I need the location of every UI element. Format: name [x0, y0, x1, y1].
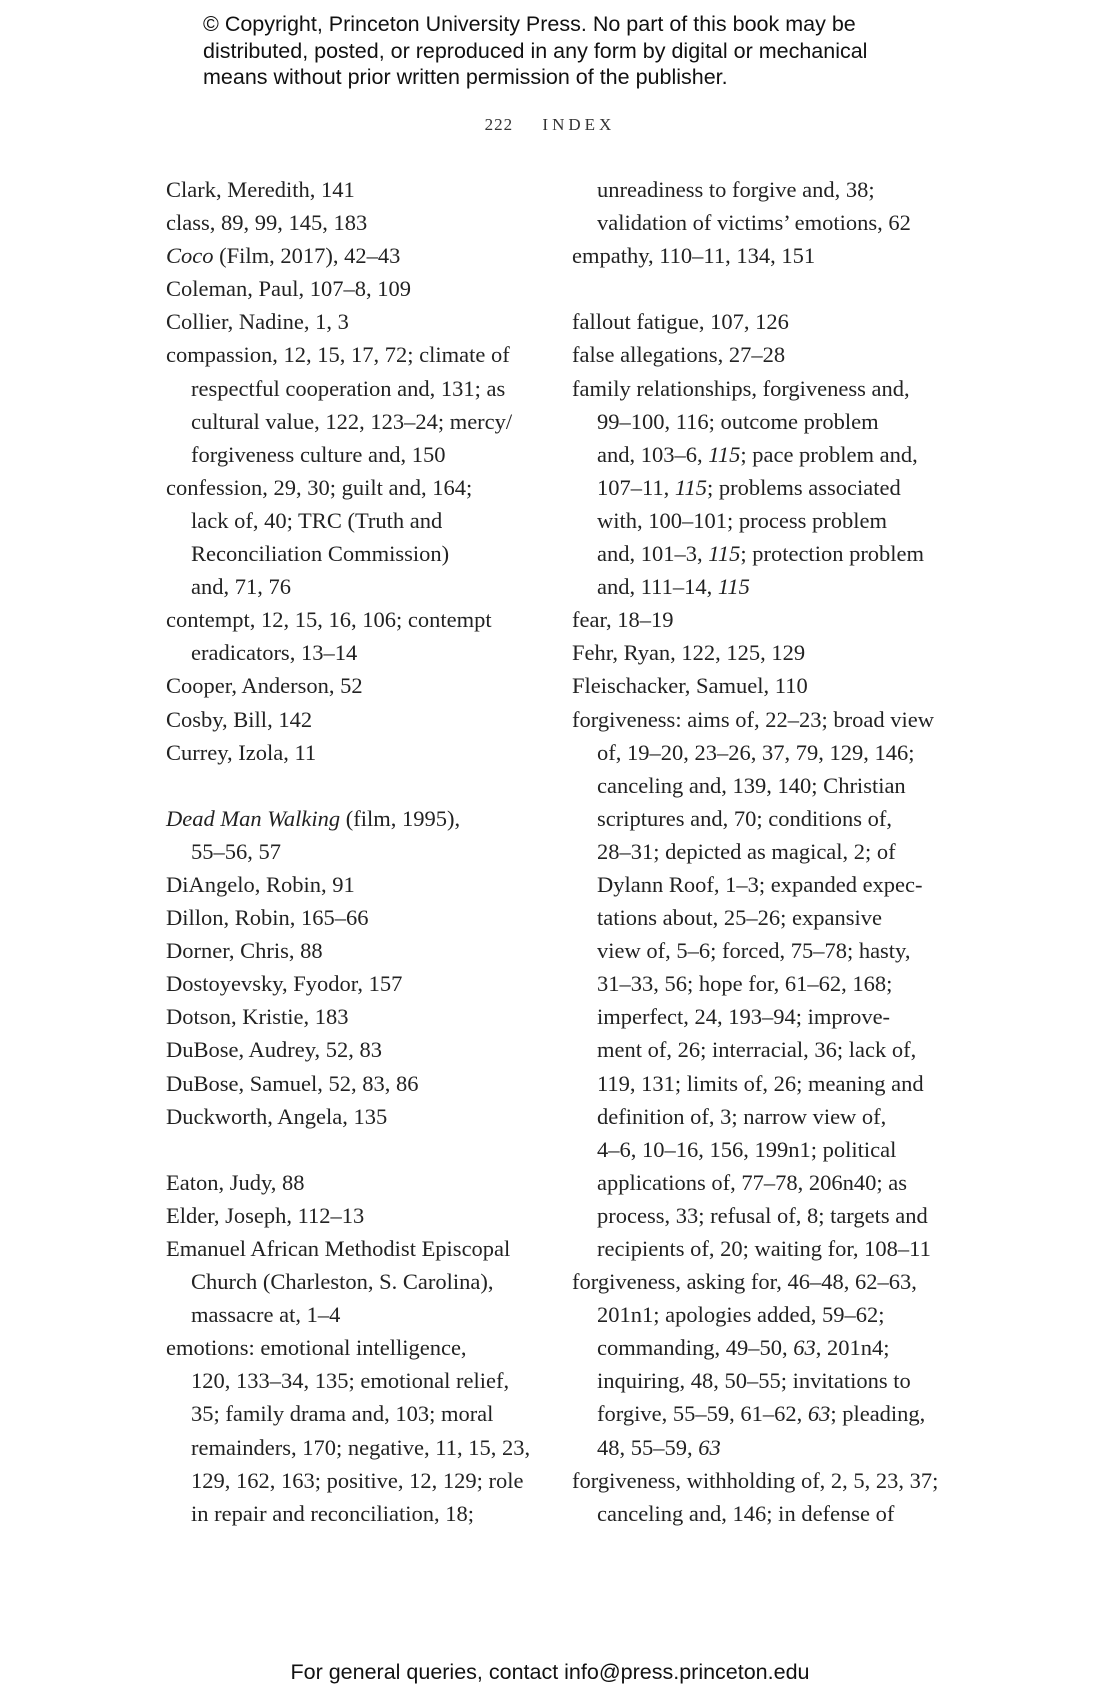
text-run: Dostoyevsky, Fyodor, 157: [166, 971, 403, 997]
text-run: Eaton, Judy, 88: [166, 1169, 305, 1195]
copyright-line: means without prior written permission of the publisher.: [203, 65, 728, 89]
text-run: forgiveness, asking for, 46–48, 62–63,: [572, 1269, 917, 1295]
text-run: cultural value, 122, 123–24; mercy/: [191, 408, 513, 434]
index-entry: [166, 967, 546, 1000]
index-line: [166, 669, 546, 702]
text-run: false allegations, 27–28: [572, 342, 786, 368]
index-line: [572, 305, 972, 338]
index-line: [597, 1100, 972, 1133]
text-run: 48, 55–59,: [597, 1434, 699, 1460]
index-entry: [166, 1232, 546, 1331]
index-line: [166, 703, 546, 736]
italic-text: 115: [674, 474, 708, 500]
text-run: class, 89, 99, 145, 183: [166, 210, 368, 236]
index-line: [597, 1000, 972, 1033]
italic-text: Dead Man Walking: [166, 805, 341, 831]
text-run: Clark, Meredith, 141: [166, 177, 355, 202]
index-column-right: [572, 173, 972, 1530]
text-run: 107–11,: [597, 474, 675, 500]
text-run: 119, 131; limits of, 26; meaning and: [597, 1070, 924, 1096]
text-run: unreadiness to forgive and, 38;: [597, 177, 875, 202]
text-run: scriptures and, 70; conditions of,: [597, 805, 892, 831]
text-run: ; problems associated: [707, 474, 901, 500]
text-run: DuBose, Samuel, 52, 83, 86: [166, 1070, 419, 1096]
text-run: with, 100–101; process problem: [597, 507, 887, 533]
index-line: [597, 438, 972, 471]
copyright-notice: [203, 11, 963, 91]
text-run: Dylann Roof, 1–3; expanded expec-: [597, 871, 923, 897]
index-line: [191, 1364, 546, 1397]
index-line: [597, 173, 972, 206]
index-entry: [572, 1464, 972, 1530]
index-line: [166, 967, 546, 1000]
index-line: [572, 338, 972, 371]
index-entry: [166, 1100, 546, 1133]
text-run: forgiveness culture and, 150: [191, 441, 446, 467]
text-run: ; protection problem: [740, 541, 925, 567]
index-entry: [166, 1331, 546, 1530]
text-run: 99–100, 116; outcome problem: [597, 408, 879, 434]
running-head: [0, 115, 1100, 135]
index-entry: [166, 934, 546, 967]
index-line: [166, 736, 546, 769]
text-run: Coleman, Paul, 107–8, 109: [166, 276, 411, 302]
page-number: 222: [484, 115, 514, 134]
text-run: Dorner, Chris, 88: [166, 938, 323, 964]
index-line: [166, 206, 546, 239]
text-run: commanding, 49–50,: [597, 1335, 794, 1361]
index-line: [166, 868, 546, 901]
index-entry: [572, 1265, 972, 1464]
index-entry: [166, 868, 546, 901]
text-run: and, 103–6,: [597, 441, 709, 467]
index-line: [191, 636, 546, 669]
text-run: Dotson, Kristie, 183: [166, 1004, 349, 1030]
footer-contact: For general queries, contact info@press.princeton.edu: [290, 1660, 810, 1684]
text-run: validation of victims’ emotions, 62: [597, 210, 911, 236]
text-run: fallout fatigue, 107, 126: [572, 309, 789, 335]
italic-text: 63: [793, 1335, 816, 1361]
text-run: ment of, 26; interracial, 36; lack of,: [597, 1037, 917, 1063]
index-line: [166, 1033, 546, 1066]
index-line: [191, 835, 546, 868]
index-entry: [166, 239, 546, 272]
text-run: eradicators, 13–14: [191, 640, 358, 666]
text-run: 31–33, 56; hope for, 61–62, 168;: [597, 971, 893, 997]
text-run: remainders, 170; negative, 11, 15, 23,: [191, 1434, 531, 1460]
index-line: [572, 636, 972, 669]
index-line: [597, 1298, 972, 1331]
italic-text: 63: [807, 1401, 831, 1427]
text-run: (film, 1995),: [340, 805, 461, 831]
index-entry: [166, 173, 546, 206]
index-line: [597, 504, 972, 537]
index-line: [597, 206, 972, 239]
index-line: [191, 1265, 546, 1298]
index-line: [597, 1067, 972, 1100]
index-line: [166, 901, 546, 934]
index-line: [597, 1199, 972, 1232]
index-line: [191, 372, 546, 405]
index-line: [597, 570, 972, 603]
letter-group-gap: [166, 769, 546, 802]
text-run: canceling and, 146; in defense of: [597, 1500, 895, 1526]
text-run: inquiring, 48, 50–55; invitations to: [597, 1368, 911, 1394]
text-run: imperfect, 24, 193–94; improve-: [597, 1004, 891, 1030]
index-line: [166, 1331, 546, 1364]
text-run: recipients of, 20; waiting for, 108–11: [597, 1236, 931, 1261]
text-run: Fleischacker, Samuel, 110: [572, 673, 808, 699]
text-run: and, 111–14,: [597, 574, 718, 600]
index-line: [166, 1199, 546, 1232]
index-line: [166, 1166, 546, 1199]
text-run: process, 33; refusal of, 8; targets and: [597, 1202, 928, 1228]
index-line: [166, 603, 546, 636]
index-entry: [166, 272, 546, 305]
text-run: fear, 18–19: [572, 607, 674, 633]
index-entry: [166, 206, 546, 239]
index-line: [597, 405, 972, 438]
letter-group-gap: [572, 272, 972, 305]
index-line: [191, 1497, 546, 1530]
index-entry: [166, 603, 546, 669]
index-line: [572, 372, 972, 405]
index-entry: [166, 1000, 546, 1033]
index-entry: [166, 901, 546, 934]
text-run: ; pace problem and,: [740, 441, 918, 467]
text-run: Dillon, Robin, 165–66: [166, 905, 369, 931]
text-run: 28–31; depicted as magical, 2; of: [597, 838, 896, 864]
index-entry: [166, 703, 546, 736]
text-run: Cooper, Anderson, 52: [166, 673, 363, 699]
text-run: massacre at, 1–4: [191, 1302, 341, 1328]
text-run: compassion, 12, 15, 17, 72; climate of: [166, 342, 510, 368]
index-line: [597, 901, 972, 934]
text-run: emotions: emotional intelligence,: [166, 1335, 467, 1361]
index-entry: [166, 305, 546, 338]
text-run: 129, 162, 163; positive, 12, 129; role: [191, 1467, 524, 1493]
text-run: forgiveness, withholding of, 2, 5, 23, 37;: [572, 1467, 939, 1493]
italic-text: 115: [708, 541, 741, 567]
italic-text: 115: [708, 441, 741, 467]
text-run: respectful cooperation and, 131; as: [191, 375, 506, 401]
index-line: [572, 669, 972, 702]
index-entry: [572, 603, 972, 636]
index-line: [597, 1232, 972, 1265]
text-run: 55–56, 57: [191, 838, 281, 864]
index-line: [597, 736, 972, 769]
index-line: [191, 504, 546, 537]
copyright-line: © Copyright, Princeton University Press. No part of this book may be: [203, 12, 856, 36]
index-line: [191, 405, 546, 438]
text-run: Emanuel African Methodist Episcopal: [166, 1236, 511, 1261]
index-entry: [166, 338, 546, 470]
text-run: DiAngelo, Robin, 91: [166, 871, 355, 897]
index-line: [597, 1133, 972, 1166]
index-line: [166, 934, 546, 967]
letter-group-gap: [166, 1133, 546, 1166]
index-line: [597, 1397, 972, 1430]
text-run: Collier, Nadine, 1, 3: [166, 309, 349, 335]
text-run: applications of, 77–78, 206n40; as: [597, 1169, 907, 1195]
index-line: [572, 603, 972, 636]
index-line: [191, 1397, 546, 1430]
text-run: contempt, 12, 15, 16, 106; contempt: [166, 607, 492, 633]
index-entry: [166, 669, 546, 702]
text-run: tations about, 25–26; expansive: [597, 905, 882, 931]
index-line: [597, 868, 972, 901]
index-line: [166, 1100, 546, 1133]
index-line: [191, 438, 546, 471]
index-line: [166, 1067, 546, 1100]
text-run: view of, 5–6; forced, 75–78; hasty,: [597, 938, 911, 964]
index-entry-continuation: [572, 173, 972, 239]
index-entry: [572, 372, 972, 604]
text-run: 4–6, 10–16, 156, 199n1; political: [597, 1136, 897, 1162]
text-run: Reconciliation Commission): [191, 541, 450, 567]
index-line: [166, 338, 546, 371]
text-run: 35; family drama and, 103; moral: [191, 1401, 494, 1427]
index-line: [597, 802, 972, 835]
text-run: , 201n4;: [815, 1335, 890, 1361]
text-run: in repair and reconciliation, 18;: [191, 1500, 475, 1526]
text-run: canceling and, 139, 140; Christian: [597, 772, 906, 798]
index-line: [597, 835, 972, 868]
index-line: [597, 1331, 972, 1364]
index-entry: [572, 338, 972, 371]
text-run: 201n1; apologies added, 59–62;: [597, 1302, 885, 1328]
index-entry: [572, 703, 972, 1266]
index-entry: [572, 636, 972, 669]
text-run: Fehr, Ryan, 122, 125, 129: [572, 640, 806, 666]
text-run: Elder, Joseph, 112–13: [166, 1202, 365, 1228]
index-line: [191, 1464, 546, 1497]
index-entry: [572, 239, 972, 272]
index-line: [166, 305, 546, 338]
text-run: family relationships, forgiveness and,: [572, 375, 910, 401]
index-line: [166, 1232, 546, 1265]
index-line: [166, 1000, 546, 1033]
index-line: [572, 1464, 972, 1497]
index-entry: [572, 669, 972, 702]
index-line: [191, 1298, 546, 1331]
text-run: forgiveness: aims of, 22–23; broad view: [572, 706, 935, 732]
text-run: forgive, 55–59, 61–62,: [597, 1401, 808, 1427]
text-run: empathy, 110–11, 134, 151: [572, 243, 816, 269]
index-line: [191, 570, 546, 603]
index-entry: [166, 802, 546, 868]
index-line: [166, 802, 546, 835]
index-line: [597, 1364, 972, 1397]
italic-text: Coco: [166, 243, 214, 269]
index-line: [597, 1497, 972, 1530]
index-line: [597, 769, 972, 802]
text-run: Cosby, Bill, 142: [166, 706, 313, 732]
index-line: [597, 471, 972, 504]
text-run: 120, 133–34, 135; emotional relief,: [191, 1368, 510, 1394]
text-run: lack of, 40; TRC (Truth and: [191, 507, 443, 533]
index-entry: [572, 305, 972, 338]
text-run: Church (Charleston, S. Carolina),: [191, 1269, 494, 1295]
index-line: [166, 272, 546, 305]
index-line: [191, 1431, 546, 1464]
index-entry: [166, 1067, 546, 1100]
text-run: Duckworth, Angela, 135: [166, 1103, 388, 1129]
text-run: Currey, Izola, 11: [166, 739, 317, 765]
index-line: [597, 1166, 972, 1199]
index-entry: [166, 1166, 546, 1199]
text-run: confession, 29, 30; guilt and, 164;: [166, 474, 473, 500]
text-run: (Film, 2017), 42–43: [213, 243, 401, 269]
index-entry: [166, 1033, 546, 1066]
text-run: definition of, 3; narrow view of,: [597, 1103, 887, 1129]
index-line: [597, 1431, 972, 1464]
index-line: [597, 537, 972, 570]
index-entry: [166, 471, 546, 603]
text-run: ; pleading,: [830, 1401, 926, 1427]
index-line: [597, 1033, 972, 1066]
index-line: [166, 471, 546, 504]
copyright-line: distributed, posted, or reproduced in any form by digital or mechanical: [203, 38, 868, 63]
index-line: [597, 934, 972, 967]
italic-text: 63: [698, 1434, 721, 1460]
text-run: and, 71, 76: [191, 574, 291, 600]
index-line: [166, 173, 546, 206]
index-line: [572, 703, 972, 736]
index-entry: [166, 1199, 546, 1232]
section-title: INDEX: [542, 115, 616, 134]
index-column-left: [166, 173, 546, 1530]
index-line: [572, 239, 972, 272]
index-entry: [166, 736, 546, 769]
italic-text: 115: [717, 574, 750, 600]
index-line: [572, 1265, 972, 1298]
text-run: and, 101–3,: [597, 541, 709, 567]
text-run: of, 19–20, 23–26, 37, 79, 129, 146;: [597, 739, 915, 765]
text-run: DuBose, Audrey, 52, 83: [166, 1037, 383, 1063]
index-line: [166, 239, 546, 272]
index-line: [597, 967, 972, 1000]
index-line: [191, 537, 546, 570]
